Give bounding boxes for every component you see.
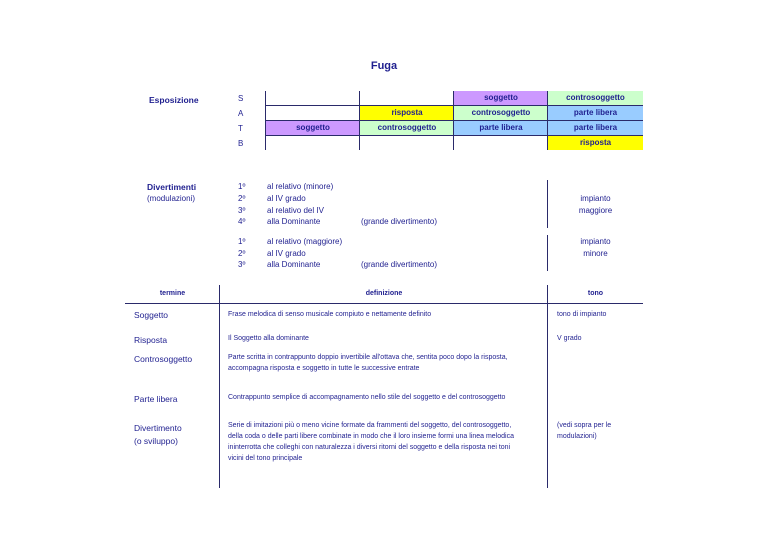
impianto-label: impianto	[580, 194, 611, 203]
definition: Frase melodica di senso musicale compiuto e nettamente definito	[228, 311, 432, 318]
grid-line	[266, 120, 643, 121]
modulation-item: al relativo del IV	[267, 206, 324, 215]
cell-a4: parte libera	[548, 106, 643, 120]
impianto-mode: minore	[583, 249, 608, 258]
modulation-item: alla Dominante	[267, 260, 321, 269]
cell-t2: controsoggetto	[360, 121, 454, 135]
num: 2º	[238, 249, 246, 258]
esposizione-label: Esposizione	[149, 95, 199, 105]
definition: Il Soggetto alla dominante	[228, 335, 309, 342]
grande-divertimento-note: (grande divertimento)	[361, 260, 438, 269]
grid-line	[547, 91, 548, 150]
modulation-item: al relativo (minore)	[267, 182, 334, 191]
definition: Contrappunto semplice di accompagnamento nello stile del soggetto e del controsoggetto	[228, 394, 506, 401]
modulation-item: al relativo (maggiore)	[267, 237, 343, 246]
grid-line	[265, 91, 266, 150]
definition-line: vicini del tono principale	[228, 455, 303, 462]
definition-line: Parte scritta in contrappunto doppio invertibile all'ottava che, sentita poco dopo la risposta,	[228, 354, 508, 361]
cell-b4: risposta	[548, 136, 643, 150]
term-risposta: Risposta	[134, 335, 168, 345]
tone: tono di impianto	[557, 311, 607, 318]
grid-line	[453, 91, 454, 150]
voice-b: B	[238, 139, 244, 148]
term-parte-libera: Parte libera	[134, 394, 178, 404]
header-termine: termine	[159, 290, 186, 297]
column-divider	[547, 285, 548, 488]
voice-s: S	[238, 94, 244, 103]
definition-line: della coda o delle parti libere combinate in modo che il loro insieme formi una linea melodica	[228, 433, 514, 440]
cell-a3: controsoggetto	[454, 106, 548, 120]
modulation-item: alla Dominante	[267, 217, 321, 226]
num: 4º	[238, 217, 246, 226]
divertimenti-label: Divertimenti	[147, 182, 197, 192]
definition-line: accompagna risposta e soggetto in tutte le successive entrate	[228, 365, 420, 372]
divertimenti-sublabel: (modulazioni)	[147, 194, 196, 203]
cell-t3: parte libera	[454, 121, 548, 135]
grid-line	[359, 91, 360, 150]
modulation-item: al IV grado	[267, 194, 306, 203]
column-divider	[219, 285, 220, 488]
divider	[547, 180, 548, 228]
grande-divertimento-note: (grande divertimento)	[361, 217, 438, 226]
cell-s3: soggetto	[454, 91, 548, 105]
tone: V grado	[557, 335, 582, 342]
impianto-mode: maggiore	[578, 206, 613, 215]
cell-a2: risposta	[360, 106, 454, 120]
cell-t1: soggetto	[266, 121, 360, 135]
header-definizione: definizione	[365, 290, 403, 297]
tone-line: (vedi sopra per le	[557, 422, 612, 429]
term-divertimento-sub: (o sviluppo)	[134, 436, 178, 446]
grid-line	[266, 135, 643, 136]
cell-s4: controsoggetto	[548, 91, 643, 105]
num: 2º	[238, 194, 246, 203]
num: 3º	[238, 260, 246, 269]
page-title: Fuga	[370, 60, 398, 72]
term-controsoggetto: Controsoggetto	[134, 354, 193, 364]
definition-line: Serie di imitazioni più o meno vicine formate da frammenti del soggetto, del controsoggetto,	[228, 422, 512, 429]
term-soggetto: Soggetto	[134, 310, 169, 320]
voice-a: A	[238, 109, 244, 118]
term-divertimento: Divertimento	[134, 423, 182, 433]
definition-line: ininterrotta che colleghi con naturalezza i diversi ritorni del soggetto e della risposta nei toni	[228, 444, 511, 451]
header-rule	[125, 303, 643, 304]
impianto-label: impianto	[580, 237, 611, 246]
modulation-item: al IV grado	[267, 249, 306, 258]
num: 3º	[238, 206, 246, 215]
num: 1º	[238, 182, 246, 191]
num: 1º	[238, 237, 246, 246]
tone-line: modulazioni)	[557, 433, 597, 440]
voice-t: T	[238, 124, 243, 133]
grid-line	[266, 105, 643, 106]
header-tono: tono	[587, 290, 604, 297]
cell-t4: parte libera	[548, 121, 643, 135]
